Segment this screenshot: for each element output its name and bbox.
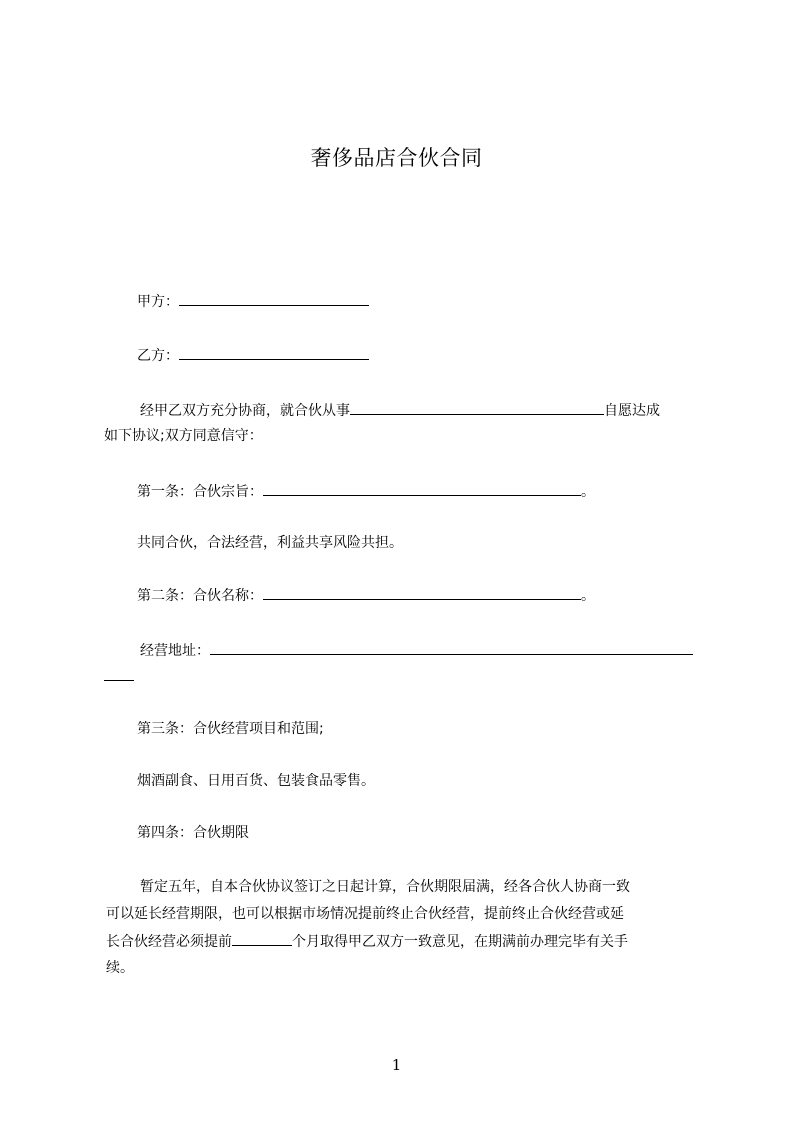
article-1-label: 第一条：合伙宗旨： [137,484,263,500]
address-label: 经营地址： [140,643,210,659]
article-3-label: 第三条：合伙经营项目和范围; [137,721,324,737]
article-4-label: 第四条：合伙期限 [137,825,249,841]
business-blank[interactable] [350,401,604,415]
intro-line-2: 如下协议;双方同意信守： [104,428,263,444]
page-number: 1 [391,1056,402,1074]
party-a-label: 甲方： [137,294,179,310]
name-blank[interactable] [263,586,581,600]
address-blank-continued[interactable] [104,680,134,681]
term-line-1: 暂定五年，自本合伙协议签订之日起计算，合伙期限届满，经各合伙人协商一致 [140,879,630,895]
document-title: 奢侈品店合伙合同 [310,146,483,170]
article-2-label: 第二条：合伙名称： [137,588,263,604]
article-1-line [137,482,595,501]
term-line-3-end: 个月取得甲乙双方一致意见，在期满前办理完毕有关手 [292,934,628,950]
article-2-period: 。 [581,588,595,604]
article-3-body: 烟酒副食、日用百货、包装食品零售。 [137,773,375,789]
party-a-blank[interactable] [179,292,369,306]
address-line [140,641,693,660]
party-b-line [137,346,369,365]
months-blank[interactable] [232,932,292,946]
party-b-label: 乙方： [137,348,179,364]
intro-line-1 [140,401,660,420]
article-1-period: 。 [581,484,595,500]
address-blank[interactable] [210,641,693,655]
article-1-body: 共同合伙，合法经营，利益共享风险共担。 [137,535,403,551]
purpose-blank[interactable] [263,482,581,496]
party-a-line [137,292,369,311]
intro-text-end: 自愿达成 [604,403,660,419]
term-line-4: 续。 [106,960,134,976]
term-line-2: 可以延长经营期限，也可以根据市场情况提前终止合伙经营，提前终止合伙经营或延 [106,906,624,922]
term-line-3 [106,932,628,951]
term-line-3-start: 长合伙经营必须提前 [106,934,232,950]
intro-text-start: 经甲乙双方充分协商，就合伙从事 [140,403,350,419]
party-b-blank[interactable] [179,346,369,360]
article-2-line [137,586,595,605]
